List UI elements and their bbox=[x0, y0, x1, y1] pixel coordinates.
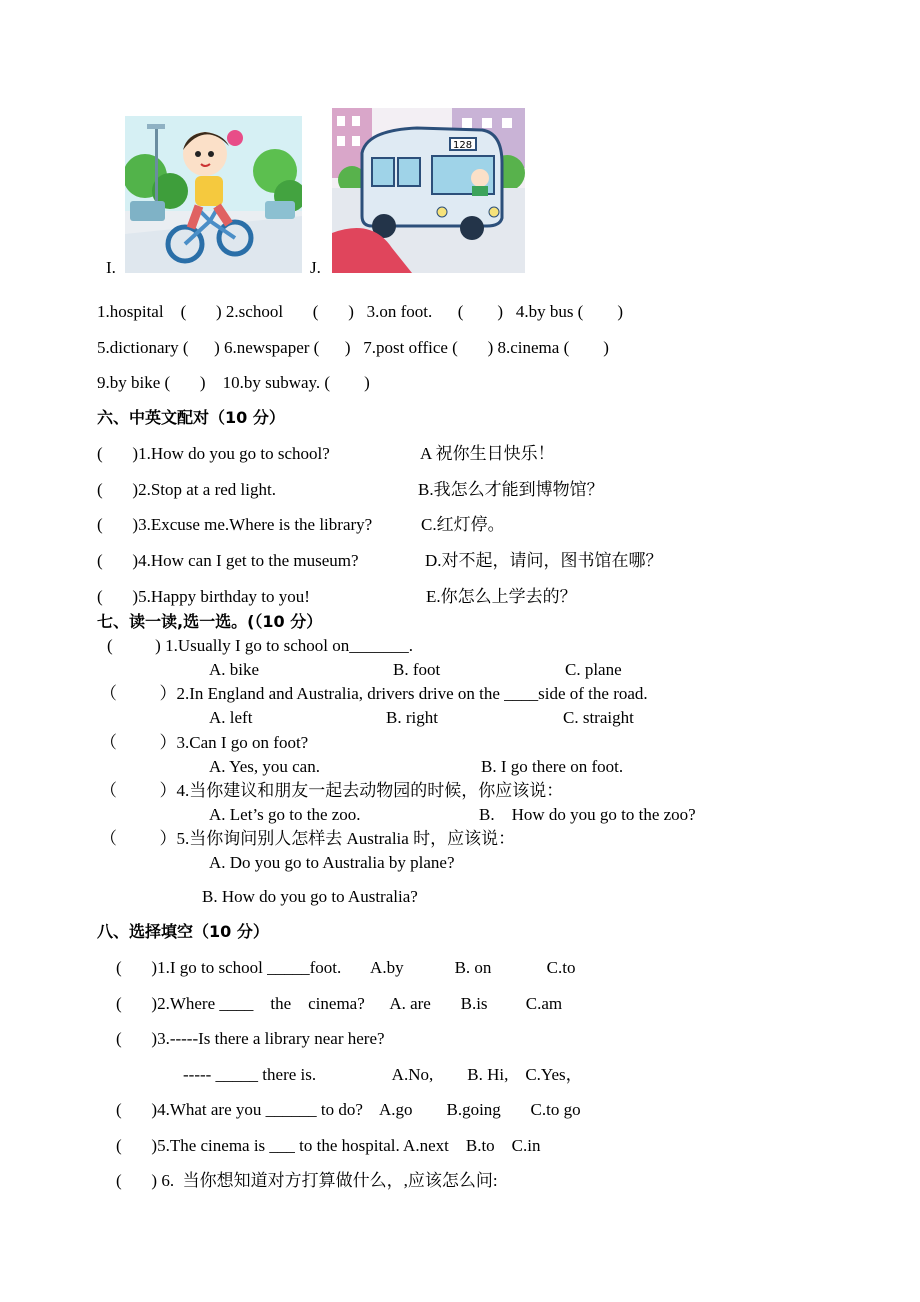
section-8-title: 八、选择填空（10 分） bbox=[97, 922, 269, 941]
bus-number: 128 bbox=[453, 140, 473, 151]
matching-row-1: 1.hospital ( ) 2.school ( ) 3.on foot. ( ) 4.by bus ( ) bbox=[97, 302, 624, 321]
s7-q2-option-a: A. left bbox=[209, 708, 253, 727]
matching-row-2: 5.dictionary ( ) 6.newspaper ( ) 7.post office ( ) 8.cinema ( ) bbox=[97, 338, 609, 357]
s6-answer-b: B.我怎么才能到博物馆？ bbox=[418, 480, 604, 499]
s7-q3-option-a: A. Yes, you can. bbox=[209, 757, 320, 776]
s7-question-2: （ ）2.In England and Australia, drivers drive on the ____side of the road. bbox=[100, 684, 648, 703]
s7-q5-option-b: B. How do you go to Australia? bbox=[202, 887, 418, 906]
s7-q1-option-a: A. bike bbox=[209, 660, 260, 679]
s7-q2-option-c: C. straight bbox=[563, 708, 634, 727]
s8-line-6: ( ) 6. 当你想知道对方打算做什么，,应该怎么问: bbox=[116, 1171, 498, 1190]
matching-row-3: 9.by bike ( ) 10.by subway. ( ) bbox=[97, 373, 370, 392]
s7-question-4: （ ）4.当你建议和朋友一起去动物园的时候，你应该说： bbox=[100, 781, 564, 800]
s6-answer-c: C.红灯停。 bbox=[421, 515, 505, 534]
s6-question-4: ( )4.How can I get to the museum? bbox=[97, 551, 359, 570]
s6-question-1: ( )1.How do you go to school? bbox=[97, 444, 330, 463]
s7-q2-option-b: B. right bbox=[386, 708, 438, 727]
s7-q1-option-b: B. foot bbox=[393, 660, 441, 679]
s7-q3-option-b: B. I go there on foot. bbox=[481, 757, 624, 776]
s8-line-4: ( )4.What are you ______ to do? A.go B.going C.to go bbox=[116, 1100, 581, 1119]
s7-question-5: （ ）5.当你询问别人怎样去 Australia 时，应该说： bbox=[100, 829, 516, 848]
section-7-title: 七、读一读,选一选。(（10 分） bbox=[97, 612, 323, 631]
s6-question-2: ( )2.Stop at a red light. bbox=[97, 480, 276, 499]
picture-i-label: I. bbox=[106, 258, 116, 277]
s7-q5-option-a: A. Do you go to Australia by plane? bbox=[209, 853, 455, 872]
s7-q4-option-a: A. Let’s go to the zoo. bbox=[209, 805, 361, 824]
s6-answer-d: D.对不起，请问，图书馆在哪？ bbox=[425, 551, 663, 570]
s6-question-3: ( )3.Excuse me.Where is the library? bbox=[97, 515, 373, 534]
s7-question-1: ( ) 1.Usually I go to school on_______. bbox=[107, 636, 413, 655]
girl-on-bike-picture bbox=[125, 116, 302, 273]
s7-q4-option-b: B. How do you go to the zoo? bbox=[479, 805, 696, 824]
s8-line-5: ( )5.The cinema is ___ to the hospital. A.next B.to C.in bbox=[116, 1136, 541, 1155]
picture-j-label: J. bbox=[310, 258, 321, 277]
s6-answer-a: A 祝你生日快乐！ bbox=[420, 444, 555, 463]
s6-question-5: ( )5.Happy birthday to you! bbox=[97, 587, 310, 606]
s7-question-3: （ ）3.Can I go on foot? bbox=[100, 733, 309, 752]
s8-line-2: ( )2.Where ____ the cinema? A. are B.is C.am bbox=[116, 994, 563, 1013]
s8-line-1: ( )1.I go to school _____foot. A.by B. on C.to bbox=[116, 958, 576, 977]
s8-line-3b: ----- _____ there is. A.No, B. Hi, C.Yes， bbox=[183, 1065, 583, 1084]
s8-line-3: ( )3.-----Is there a library near here? bbox=[116, 1029, 385, 1048]
bus-picture bbox=[332, 108, 525, 273]
section-6-title: 六、中英文配对（10 分） bbox=[97, 408, 285, 427]
s7-q1-option-c: C. plane bbox=[565, 660, 622, 679]
s6-answer-e: E.你怎么上学去的？ bbox=[426, 587, 577, 606]
